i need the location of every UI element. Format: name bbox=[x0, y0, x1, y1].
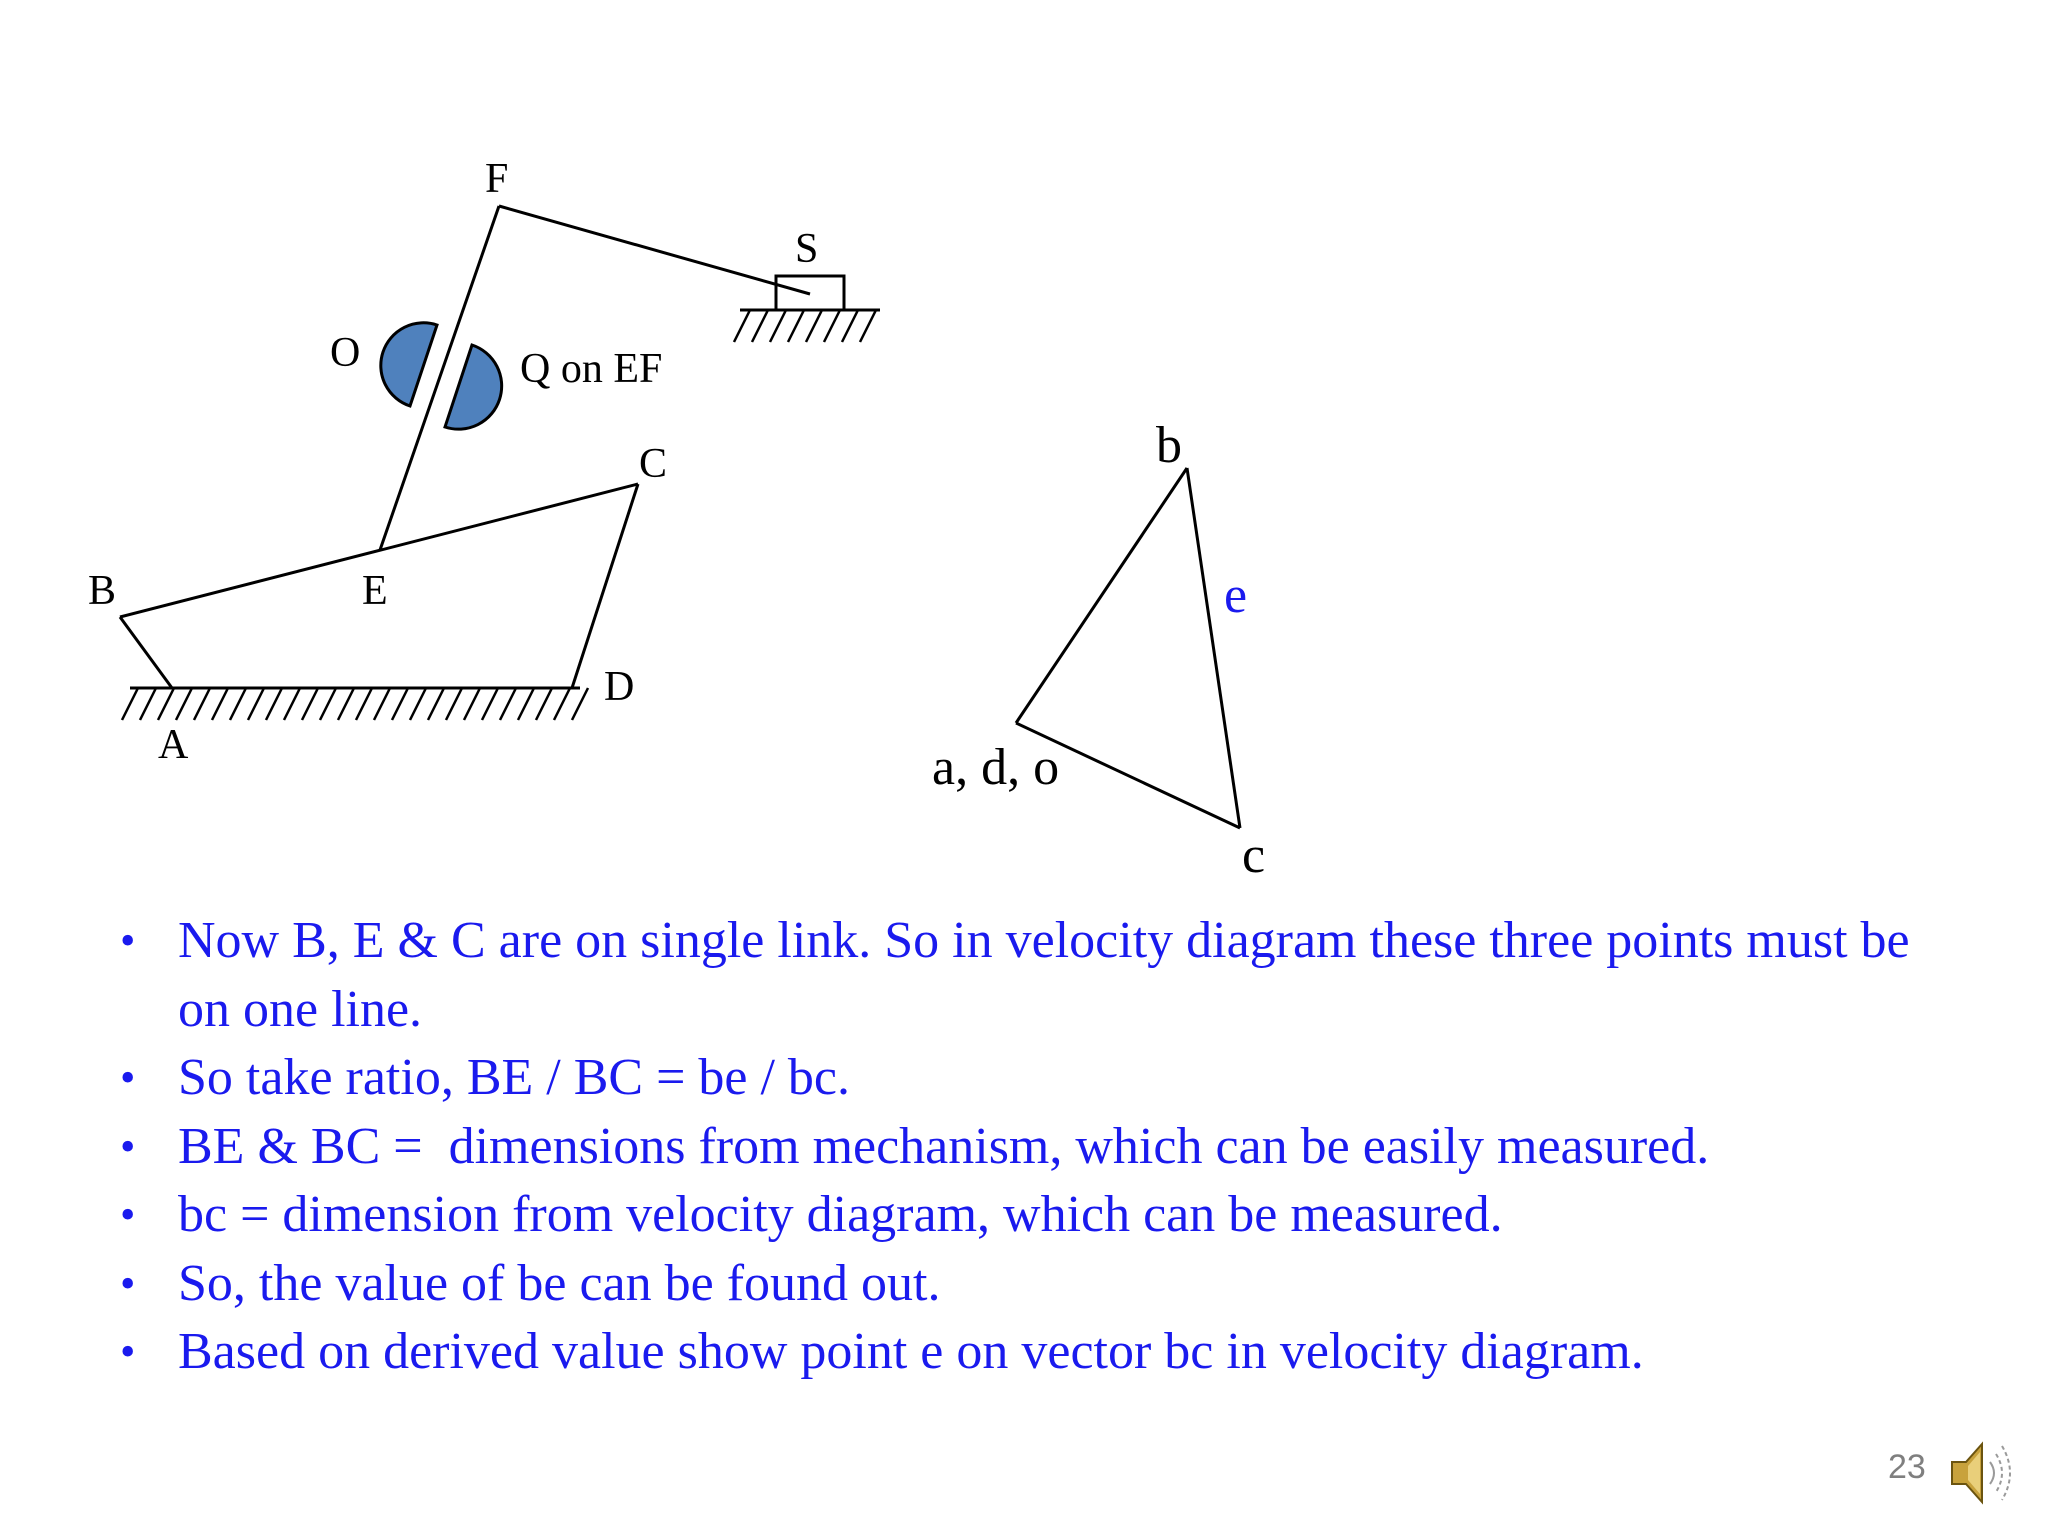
ground-hatch-s bbox=[734, 310, 876, 342]
bullet-text: Now B, E & C are on single link. So in velocity diagram these three points must be on one line. bbox=[178, 912, 1910, 1038]
page-number: 23 bbox=[1888, 1448, 1926, 1486]
bullet-marker: • bbox=[120, 916, 136, 965]
bullet-marker: • bbox=[120, 1258, 136, 1308]
vector-ab bbox=[1016, 468, 1187, 723]
label-d: D bbox=[604, 664, 635, 710]
label-b: B bbox=[88, 568, 117, 614]
mechanism bbox=[88, 156, 880, 768]
label-a: A bbox=[158, 722, 189, 768]
bullet-marker: • bbox=[120, 1053, 136, 1102]
label-o: O bbox=[330, 330, 361, 376]
bullet-item bbox=[112, 1318, 1912, 1387]
velocity-diagram bbox=[932, 417, 1265, 884]
bullet-item bbox=[112, 907, 1912, 1044]
label-ado-velocity: a, d, o bbox=[932, 739, 1060, 796]
link-fs bbox=[499, 206, 810, 294]
ground-hatch-ad bbox=[122, 688, 588, 720]
link-cd bbox=[572, 484, 638, 688]
bullet-marker: • bbox=[120, 1121, 136, 1171]
bullet-marker: • bbox=[120, 1190, 136, 1239]
cam-o bbox=[381, 323, 437, 406]
speaker-icon[interactable] bbox=[1948, 1436, 2018, 1510]
link-ab bbox=[120, 617, 172, 688]
bullet-item bbox=[112, 1250, 1912, 1319]
bullet-text: So take ratio, BE / BC = be / bc. bbox=[178, 1049, 851, 1106]
bullet-item bbox=[112, 1113, 1912, 1182]
label-c-velocity: c bbox=[1242, 827, 1266, 884]
bullet-item bbox=[112, 1044, 1912, 1113]
bullet-text: So, the value of be can be found out. bbox=[178, 1254, 941, 1312]
label-c: C bbox=[639, 441, 668, 487]
vector-bc bbox=[1187, 468, 1240, 828]
bullet-text: Based on derived value show point e on vector bc in velocity diagram. bbox=[178, 1323, 1644, 1380]
bullet-marker: • bbox=[120, 1327, 136, 1376]
bullet-item bbox=[112, 1181, 1912, 1250]
label-b-velocity: b bbox=[1156, 417, 1182, 474]
label-q-on-ef: Q on EF bbox=[520, 346, 663, 392]
label-e-velocity: e bbox=[1224, 567, 1248, 624]
label-e: E bbox=[362, 568, 388, 614]
bullet-text: BE & BC = dimensions from mechanism, which can be easily measured. bbox=[178, 1117, 1710, 1175]
bullet-list bbox=[112, 907, 1912, 1387]
bullet-text: bc = dimension from velocity diagram, which can be measured. bbox=[178, 1186, 1503, 1243]
label-f: F bbox=[485, 156, 509, 202]
label-s: S bbox=[795, 226, 819, 272]
cam-q bbox=[445, 345, 502, 429]
